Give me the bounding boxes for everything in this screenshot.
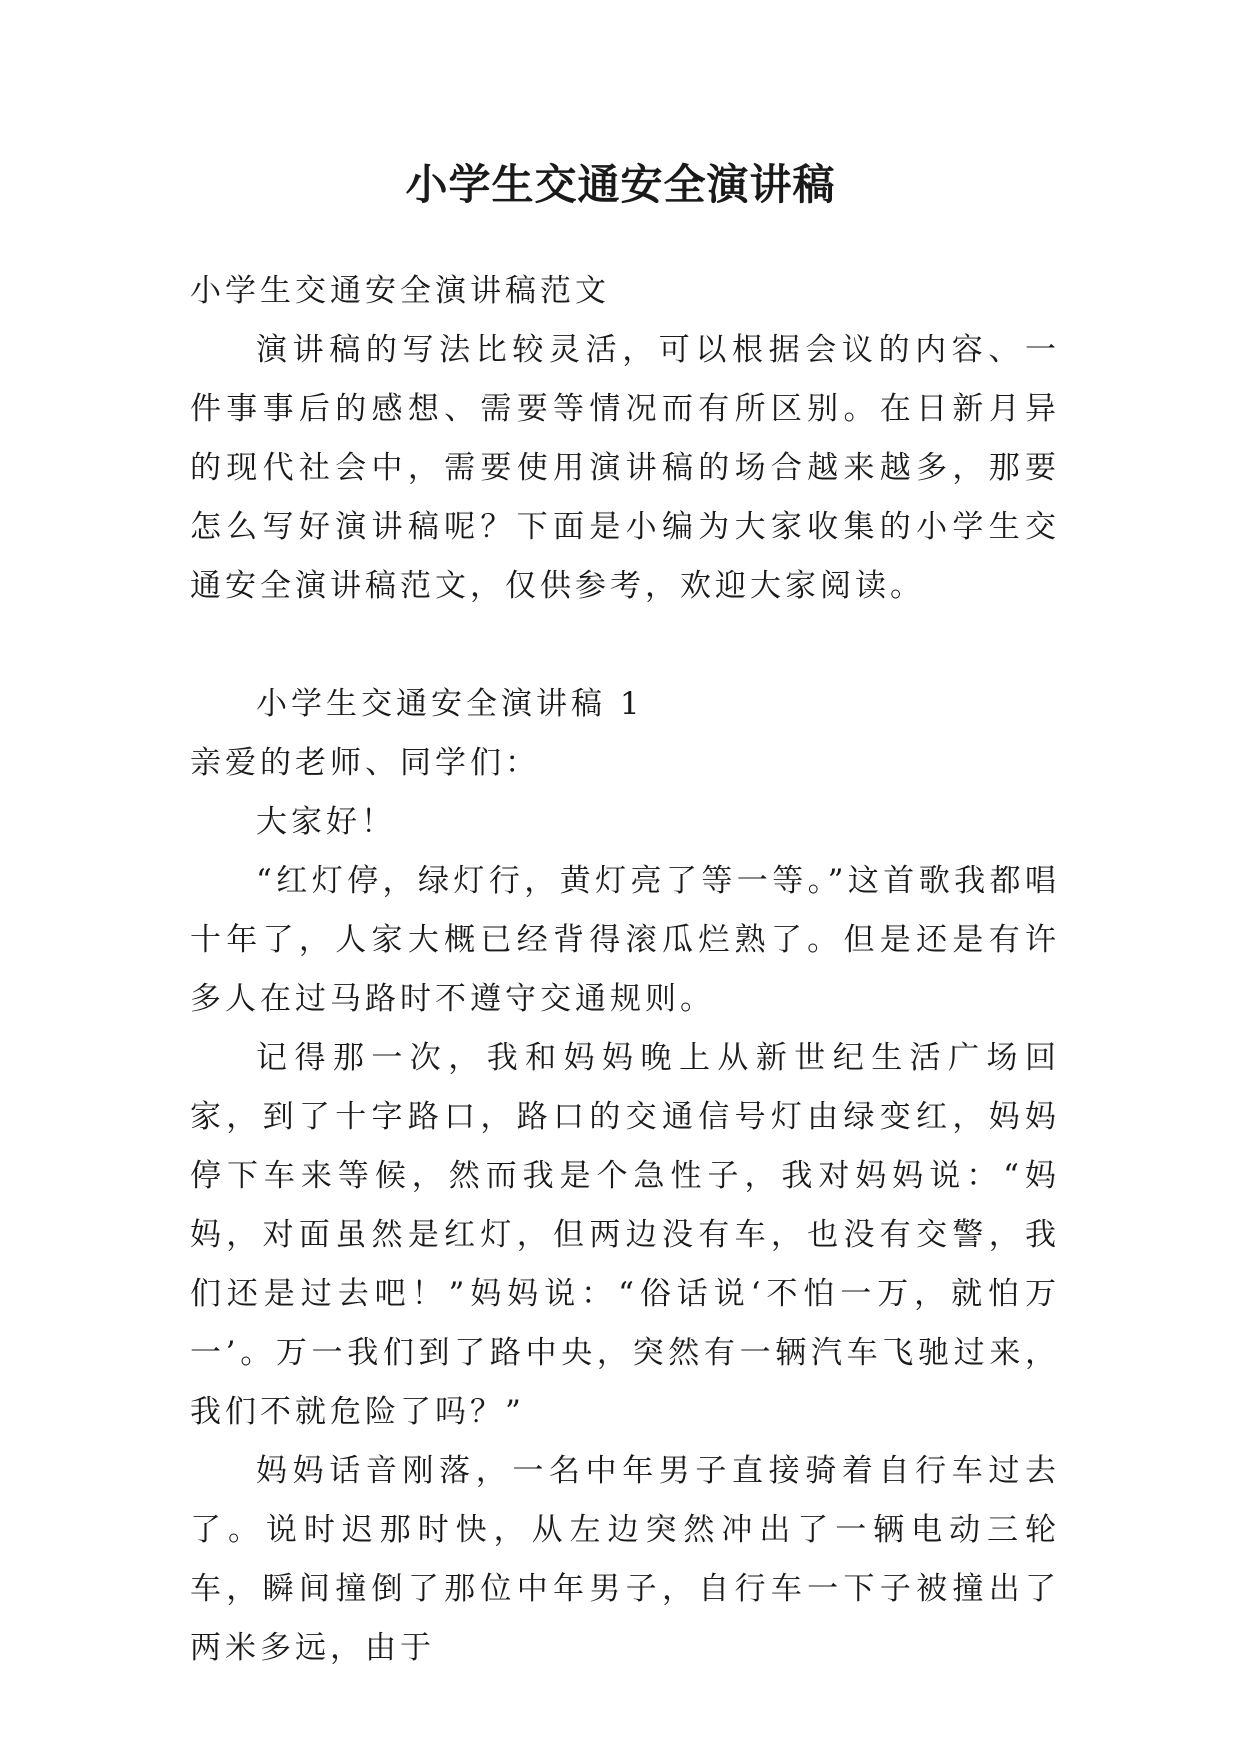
document-title: 小学生交通安全演讲稿 xyxy=(405,160,836,209)
document-body xyxy=(190,262,1060,1678)
body-paragraph: 妈妈话音刚落，一名中年男子直接骑着自行车过去了。说时迟那时快，从左边突然冲出了一辆电动三轮车，瞬间撞倒了那位中年男子，自行车一下子被撞出了两米多远，由于 xyxy=(190,1453,1060,1666)
document-subtitle: 小学生交通安全演讲稿范文 xyxy=(190,273,610,309)
salutation: 亲爱的老师、同学们： xyxy=(190,745,540,781)
body-paragraph: “红灯停，绿灯行，黄灯亮了等一等。”这首歌我都唱十年了，人家大概已经背得滚瓜烂熟了。但是还是有许多人在过马路时不遵守交通规则。 xyxy=(190,863,1060,1017)
section-spacer xyxy=(190,616,1060,675)
section-heading: 小学生交通安全演讲稿 1 xyxy=(256,686,644,722)
intro-paragraph: 演讲稿的写法比较灵活，可以根据会议的内容、一件事事后的感想、需要等情况而有所区别。在日新月异的现代社会中，需要使用演讲稿的场合越来越多，那要怎么写好演讲稿呢？下面是小编为大家收集的小学生交通安全演讲稿范文，仅供参考，欢迎大家阅读。 xyxy=(190,332,1060,604)
greeting: 大家好！ xyxy=(256,804,396,840)
body-paragraph: 记得那一次，我和妈妈晚上从新世纪生活广场回家，到了十字路口，路口的交通信号灯由绿变红，妈妈停下车来等候，然而我是个急性子，我对妈妈说：“妈妈，对面虽然是红灯，但两边没有车，也没有交警，我们还是过去吧！”妈妈说：“俗话说‘不怕一万，就怕万一’。万一我们到了路中央，突然有一辆汽车飞驰过来，我们不就危险了吗？” xyxy=(190,1040,1060,1430)
